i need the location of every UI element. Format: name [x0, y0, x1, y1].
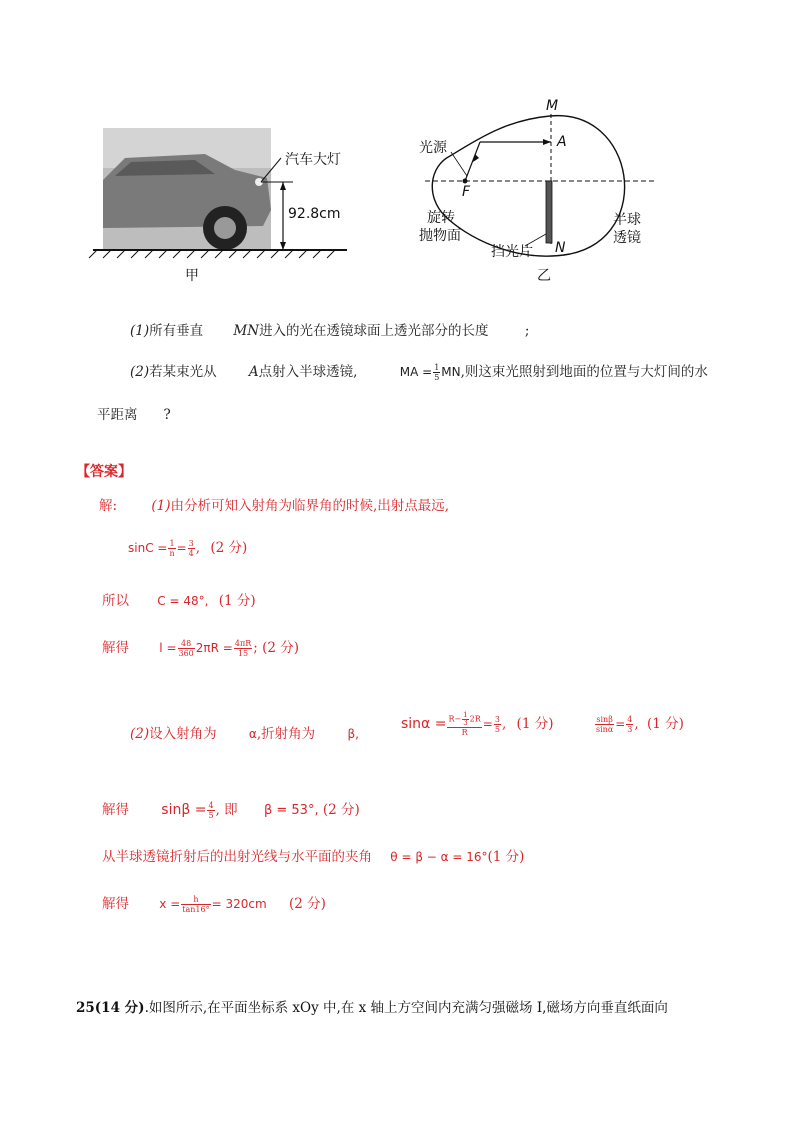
focus-point — [463, 179, 468, 184]
label-A: A — [557, 134, 567, 150]
shield-plate — [546, 181, 552, 243]
figure-lamp-diagram — [405, 96, 665, 286]
label-lens-line2: 透镜 — [613, 230, 641, 246]
answer-line-8: 解得 x = $\frac{h}{\tan 16^\circ}$ = 320cm (2 分) — [102, 895, 326, 914]
answer-part-2: (2)设入射角为 α,折射角为 β, — [130, 726, 359, 742]
label-shield: 挡光片 — [491, 244, 533, 260]
label-lens-line1: 半球 — [613, 212, 641, 228]
answer-line-3: 所以 C = 48°, (1 分) — [102, 593, 256, 609]
label-N: N — [555, 240, 566, 256]
answer-line-4: 解得 l = $\frac{48}{360}$ 2πR = $\frac{4\pi R}{15}$ ; (2 分) — [102, 639, 300, 658]
figure-car — [85, 118, 375, 290]
answer-line-1: 解: (1)由分析可知入射角为临界角的时候,出射点最远, — [99, 498, 450, 514]
answer-line-7: 从半球透镜折射后的出射光线与水平面的夹角 θ = β − α = 16°(1 分) — [102, 849, 525, 865]
label-F: F — [462, 184, 471, 200]
question-1: (1)所有垂直 MN进入的光在透镜球面上透光部分的长度 ; — [130, 323, 530, 339]
label-paraboloid-line1: 旋转 — [427, 210, 455, 226]
label-headlight: 汽车大灯 — [285, 152, 341, 168]
answer-line-6: 解得 sinβ = $\frac{4}{5}$ , 即 β = 53°, (2 分) — [102, 801, 360, 820]
label-M: M — [546, 98, 559, 114]
question-2: (2)若某束光从 A点射入半球透镜, MA = $\frac{1}{5}$ MN,则这束光照射到地面的位置与大灯间的水 — [130, 363, 708, 382]
answer-sinC: sinC = $\frac{1}{n}$ = $\frac{3}{4}$ , (2 分) — [128, 539, 248, 558]
label-height: 92.8cm — [288, 206, 341, 222]
label-light-source: 光源 — [419, 140, 447, 156]
caption-jia: 甲 — [185, 268, 199, 284]
question-2-cont: 平距离 ? — [97, 407, 171, 423]
caption-yi: 乙 — [537, 268, 551, 284]
answer-snell-ratio: $\frac{\sin\beta}{\sin\alpha}$ = $\frac{4}{3}$ , (1 分) — [596, 715, 684, 734]
label-paraboloid-line2: 抛物面 — [419, 228, 461, 244]
answer-sinalpha: sinα = R− $\frac{1}{3}$ 2R R = $\frac{3}{5}$ , (1 分) — [401, 711, 554, 737]
answer-label: 【答案】 — [76, 464, 132, 480]
question-25: 25(14 分).如图所示,在平面坐标系 xOy 中,在 x 轴上方空间内充满匀强磁场 I,磁场方向垂直纸面向 — [76, 1000, 668, 1016]
